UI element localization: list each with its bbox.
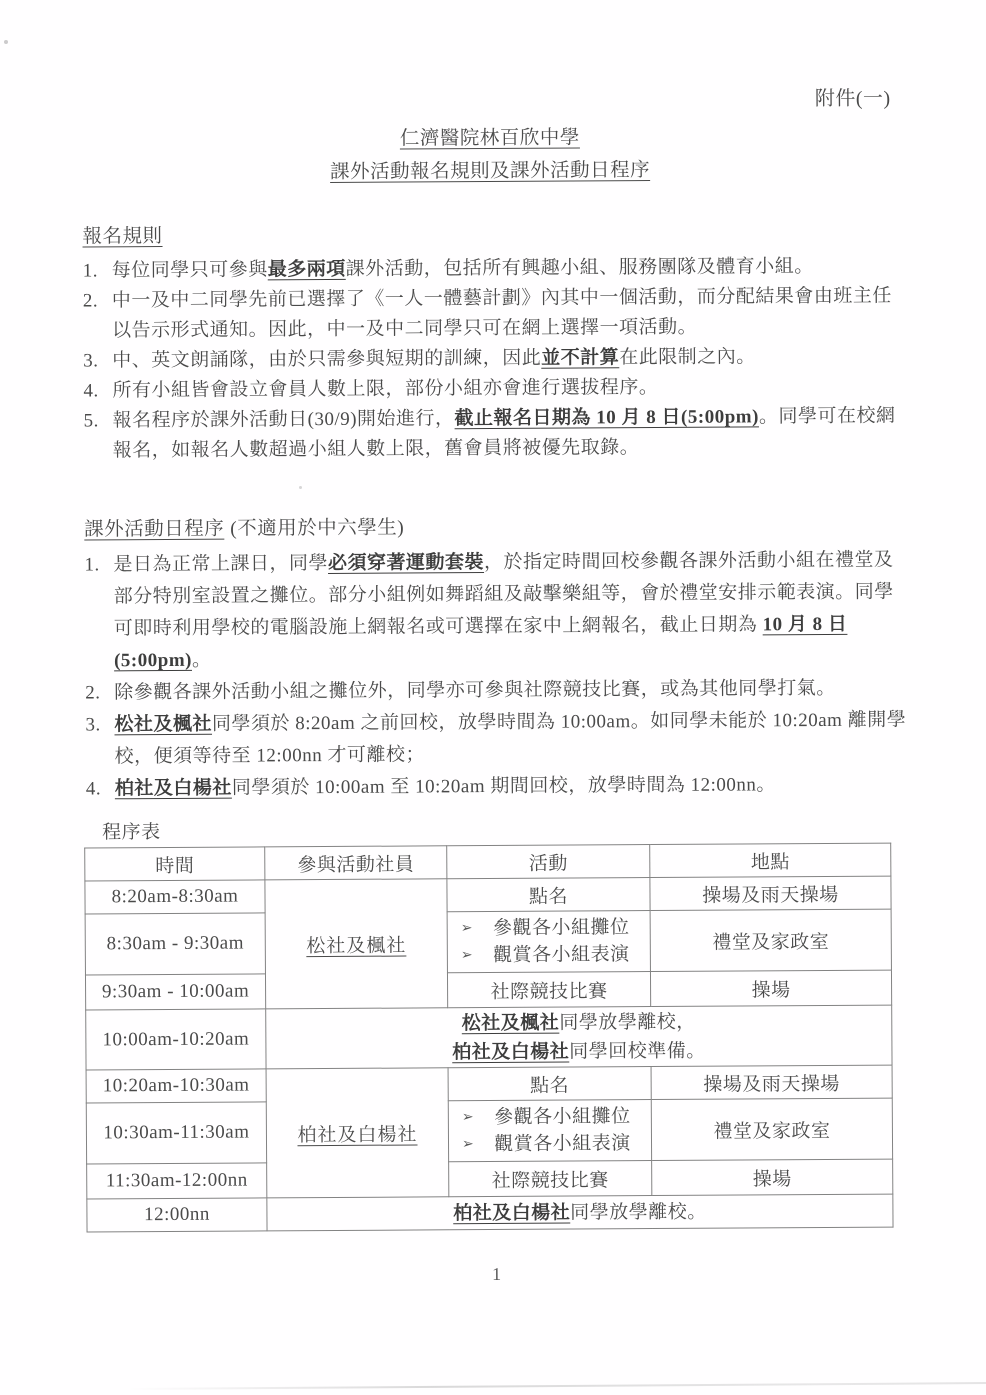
registration-rules-section (82, 217, 905, 466)
table-row (86, 1005, 892, 1070)
location-cell: 操場及雨天操場 (651, 1065, 892, 1099)
activity-cell: 點名 (448, 1067, 651, 1101)
schedule-item-2 (85, 672, 907, 709)
activity-cell: 社際競技比賽 (447, 972, 650, 1008)
schedule-item-4 (86, 768, 908, 805)
ink-speck-artifact (299, 486, 302, 489)
time-cell: 10:30am-11:30am (86, 1102, 266, 1164)
location-cell: 操場 (650, 970, 891, 1006)
schedule-heading-note: (不適用於中六學生) (230, 517, 405, 540)
item-number: 4. (83, 380, 99, 402)
bullet-line (461, 914, 648, 942)
house-group-cell: 柏社及白楊社 (266, 1068, 449, 1198)
table-row (86, 1065, 892, 1103)
time-cell: 11:30am-12:00nn (87, 1163, 267, 1199)
column-header-time: 時間 (85, 847, 265, 881)
table-row (87, 1194, 893, 1232)
item-number: 1. (82, 260, 98, 282)
arrow-bullet-icon: ➢ (461, 1137, 475, 1153)
item-number: 2. (82, 290, 99, 312)
schedule-timetable (84, 843, 893, 1233)
location-cell: 禮堂及家政室 (651, 1098, 892, 1160)
bullet-line (461, 941, 648, 969)
item-text: 中一及中二同學先前已選擇了《一人一體藝計劃》內其中一個活動，而分配結果會由班主任以告示形式通知。因此，中一及中二同學只可在網上選擇一項活動。 (111, 285, 892, 342)
column-header-activity: 活動 (447, 845, 650, 879)
rule-item-5 (84, 401, 906, 466)
merged-transition-cell (266, 1005, 892, 1069)
schedule-item-1 (84, 544, 907, 677)
ink-speck-artifact (4, 40, 8, 44)
arrow-bullet-icon: ➢ (461, 1110, 475, 1126)
house-group-cell: 松社及楓社 (265, 879, 448, 1009)
table-row (85, 909, 891, 975)
bullet-line (462, 1130, 649, 1158)
arrow-bullet-icon: ➢ (460, 921, 473, 937)
schedule-item-3 (85, 704, 907, 773)
bullet-text: 參觀各小組攤位 (492, 917, 630, 940)
time-cell: 8:30am - 9:30am (85, 913, 265, 975)
item-text: 每位同學只可參與最多兩項課外活動，包括所有興趣小組、服務團隊及體育小組。 (111, 256, 814, 282)
column-header-location: 地點 (650, 843, 891, 877)
column-header-participants: 參與活動社員 (265, 846, 447, 880)
page-number: 1 (492, 1263, 502, 1285)
time-cell: 12:00nn (87, 1198, 267, 1232)
time-cell: 9:30am - 10:00am (85, 974, 265, 1010)
time-cell: 8:20am-8:30am (85, 880, 265, 914)
time-cell: 10:20am-10:30am (86, 1069, 266, 1103)
item-number: 2. (85, 682, 101, 704)
table-row (85, 876, 891, 914)
bullet-text: 觀賞各小組表演 (494, 1133, 631, 1156)
item-text: 中、英文朗誦隊，由於只需參與短期的訓練，因此並不計算在此限制之內。 (112, 346, 756, 372)
item-number: 5. (83, 410, 99, 432)
attachment-label: 附件(一) (814, 87, 891, 111)
item-text: 所有小組皆會設立會員人數上限，部份小組亦會進行選拔程序。 (112, 376, 659, 402)
title-block (0, 119, 983, 191)
activity-cell (448, 1100, 651, 1162)
table-row (87, 1159, 893, 1199)
school-title: 仁濟醫院林百欣中學 (399, 127, 580, 150)
location-cell: 操場 (652, 1159, 893, 1195)
item-number: 4. (85, 778, 102, 800)
bullet-line (462, 1103, 649, 1131)
bullet-text: 參觀各小組攤位 (494, 1106, 631, 1129)
location-cell: 操場及雨天操場 (650, 876, 891, 910)
rules-heading: 報名規則 (82, 226, 163, 248)
bullet-text: 觀賞各小組表演 (493, 944, 630, 967)
transition-line: 松社及楓社同學放學離校， (461, 1011, 696, 1034)
activity-day-schedule-section (84, 510, 908, 805)
item-number: 3. (85, 714, 101, 736)
item-text: 報名程序於課外活動日(30/9)開始進行，截止報名日期為 10 月 8 日(5:00pm)。同學可在校網報名，如報名人數超過小組人數上限，舊會員將被優先取錄。 (112, 405, 896, 462)
item-text: 除參觀各課外活動小組之攤位外，同學亦可參與社際競技比賽，或為其他同學打氣。 (114, 677, 836, 704)
activity-cell: 點名 (447, 878, 650, 912)
timetable-header-row (85, 843, 891, 881)
document-subtitle: 課外活動報名規則及課外活動日程序 (330, 160, 651, 183)
item-text: 松社及楓社同學須於 8:20am 之前回校，放學時間為 10:00am。如同學未能於 10:20am 離開學校，便須等待至 12:00nn 才可離校； (114, 709, 907, 768)
table-row (85, 970, 891, 1010)
item-number: 3. (83, 350, 99, 372)
arrow-bullet-icon: ➢ (460, 948, 474, 964)
transition-line: 柏社及白楊社同學回校準備。 (452, 1040, 706, 1063)
activity-cell: 社際競技比賽 (449, 1161, 652, 1197)
item-text: 柏社及白楊社同學須於 10:00am 至 10:20am 期間回校，放學時間為 12:00nn。 (114, 774, 776, 800)
schedule-heading: 課外活動日程序 (不適用於中六學生) (84, 517, 405, 541)
transition-line: 柏社及白楊社同學放學離校。 (453, 1201, 707, 1224)
item-number: 1. (84, 554, 100, 576)
merged-transition-cell (267, 1194, 893, 1231)
timetable-caption: 程序表 (102, 822, 161, 844)
rule-item-2 (83, 281, 905, 346)
time-cell: 10:00am-10:20am (86, 1009, 266, 1070)
activity-cell (447, 911, 650, 973)
location-cell: 禮堂及家政室 (650, 909, 891, 971)
item-text: 是日為正常上課日，同學必須穿著運動套裝，於指定時間回校參觀各課外活動小組在禮堂及部分特別室設置之攤位。部分小組例如舞蹈組及敲擊樂組等，會於禮堂安排示範表演。同學可即時利用學校的電腦設施上網報名或可選擇在家中上網報名，截止日期為 10 月 8 日(5:00pm)。 (113, 549, 894, 672)
table-row (86, 1098, 892, 1164)
